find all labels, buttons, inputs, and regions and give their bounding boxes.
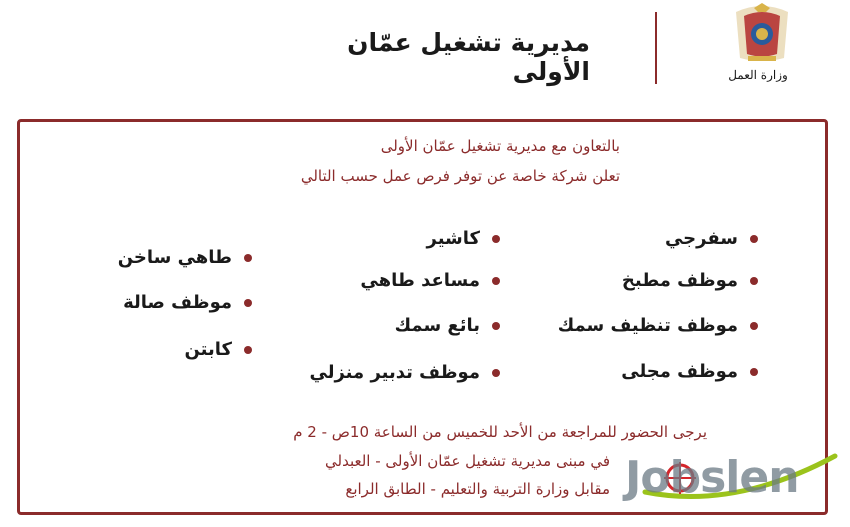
bullet-icon: [244, 254, 252, 262]
job-item: موظف تدبير منزلي: [310, 362, 500, 383]
footer-line-3: مقابل وزارة التربية والتعليم - الطابق الرابع: [345, 480, 610, 498]
watermark-brand: Jobslen: [625, 452, 799, 503]
bullet-icon: [750, 368, 758, 376]
bullet-icon: [492, 322, 500, 330]
bullet-icon: [244, 299, 252, 307]
job-item: طاهي ساخن: [118, 247, 252, 268]
job-item: موظف صالة: [123, 292, 252, 313]
bullet-icon: [750, 235, 758, 243]
ministry-name: وزارة العمل: [728, 68, 788, 82]
bullet-icon: [492, 369, 500, 377]
intro-line-2: تعلن شركة خاصة عن توفر فرص عمل حسب التالي: [300, 167, 620, 185]
bullet-icon: [492, 277, 500, 285]
jobslen-watermark: [625, 452, 840, 506]
bullet-icon: [244, 346, 252, 354]
job-item: مساعد طاهي: [360, 270, 500, 291]
page-title: مديرية تشغيل عمّان الأولى: [347, 28, 590, 86]
bullet-icon: [750, 322, 758, 330]
bullet-icon: [492, 235, 500, 243]
job-item: كابتن: [184, 339, 252, 360]
footer-line-1: يرجى الحضور للمراجعة من الأحد للخميس من الساعة 10ص - 2 م: [293, 423, 707, 441]
job-item: كاشير: [427, 228, 500, 249]
job-item: موظف تنظيف سمك: [558, 315, 758, 336]
jordan-coat-of-arms-icon: [722, 2, 802, 66]
job-item: بائع سمك: [395, 315, 500, 336]
header-divider: [655, 12, 657, 84]
job-item: موظف مجلى: [621, 361, 758, 382]
intro-line-1: بالتعاون مع مديرية تشغيل عمّان الأولى: [380, 137, 620, 155]
footer-line-2: في مبنى مديرية تشغيل عمّان الأولى - العبدلي: [325, 452, 610, 470]
job-item: سفرجي: [665, 228, 758, 249]
bullet-icon: [750, 277, 758, 285]
job-item: موظف مطبخ: [622, 270, 758, 291]
